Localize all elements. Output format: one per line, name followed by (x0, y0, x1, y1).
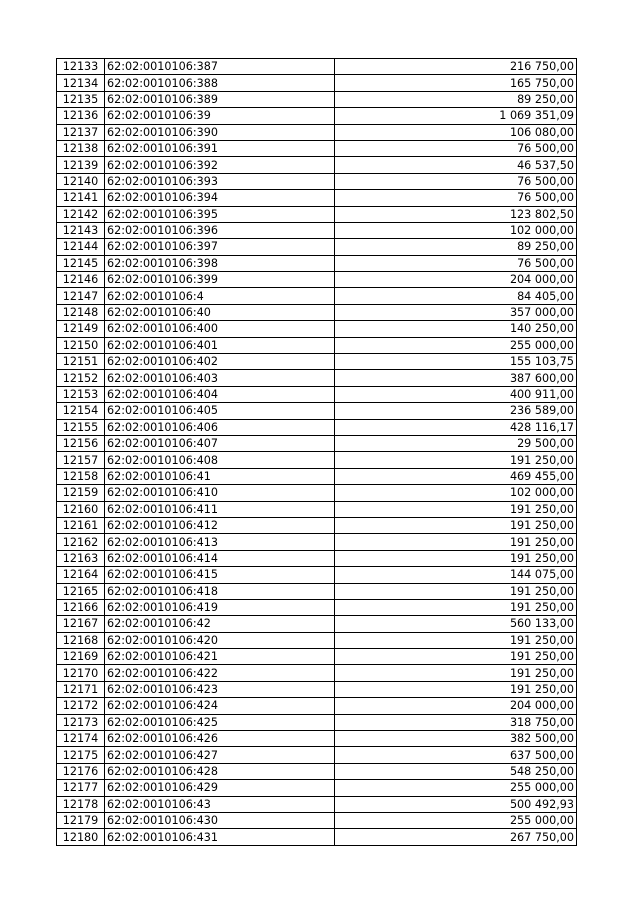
row-number-cell: 12155 (57, 419, 105, 435)
cadastral-value-cell: 382 500,00 (335, 731, 577, 747)
cadastral-number-cell: 62:02:0010106:427 (105, 747, 335, 763)
row-number-cell: 12175 (57, 747, 105, 763)
cadastral-value-cell: 76 500,00 (335, 140, 577, 156)
row-number-cell: 12159 (57, 485, 105, 501)
cadastral-number-cell: 62:02:0010106:391 (105, 140, 335, 156)
row-number-cell: 12142 (57, 206, 105, 222)
cadastral-value-cell: 267 750,00 (335, 829, 577, 845)
cadastral-number-cell: 62:02:0010106:403 (105, 370, 335, 386)
cadastral-number-cell: 62:02:0010106:402 (105, 354, 335, 370)
cadastral-value-cell: 191 250,00 (335, 534, 577, 550)
table-body (57, 59, 577, 846)
cadastral-number-cell: 62:02:0010106:421 (105, 649, 335, 665)
cadastral-value-cell: 1 069 351,09 (335, 108, 577, 124)
cadastral-value-cell: 191 250,00 (335, 665, 577, 681)
row-number-cell: 12139 (57, 157, 105, 173)
row-number-cell: 12156 (57, 435, 105, 451)
cadastral-value-cell: 106 080,00 (335, 124, 577, 140)
row-number-cell: 12152 (57, 370, 105, 386)
cadastral-number-cell: 62:02:0010106:422 (105, 665, 335, 681)
cadastral-number-cell: 62:02:0010106:418 (105, 583, 335, 599)
cadastral-value-cell: 318 750,00 (335, 714, 577, 730)
row-number-cell: 12168 (57, 632, 105, 648)
cadastral-value-table (56, 58, 577, 846)
cadastral-number-cell: 62:02:0010106:389 (105, 91, 335, 107)
cadastral-value-cell: 165 750,00 (335, 75, 577, 91)
table-row (57, 206, 577, 222)
cadastral-number-cell: 62:02:0010106:429 (105, 780, 335, 796)
cadastral-number-cell: 62:02:0010106:406 (105, 419, 335, 435)
cadastral-value-cell: 89 250,00 (335, 91, 577, 107)
table-row (57, 501, 577, 517)
row-number-cell: 12167 (57, 616, 105, 632)
cadastral-value-cell: 144 075,00 (335, 567, 577, 583)
cadastral-value-cell: 469 455,00 (335, 468, 577, 484)
table-row (57, 567, 577, 583)
row-number-cell: 12134 (57, 75, 105, 91)
row-number-cell: 12143 (57, 222, 105, 238)
row-number-cell: 12157 (57, 452, 105, 468)
cadastral-value-cell: 191 250,00 (335, 517, 577, 533)
cadastral-number-cell: 62:02:0010106:41 (105, 468, 335, 484)
table-row (57, 517, 577, 533)
cadastral-number-cell: 62:02:0010106:400 (105, 321, 335, 337)
table-row (57, 59, 577, 75)
cadastral-value-cell: 204 000,00 (335, 272, 577, 288)
cadastral-number-cell: 62:02:0010106:425 (105, 714, 335, 730)
cadastral-number-cell: 62:02:0010106:431 (105, 829, 335, 845)
table-row (57, 321, 577, 337)
cadastral-value-cell: 102 000,00 (335, 222, 577, 238)
table-row (57, 583, 577, 599)
cadastral-number-cell: 62:02:0010106:414 (105, 550, 335, 566)
cadastral-number-cell: 62:02:0010106:420 (105, 632, 335, 648)
table-row (57, 337, 577, 353)
cadastral-value-cell: 548 250,00 (335, 763, 577, 779)
cadastral-value-cell: 191 250,00 (335, 632, 577, 648)
row-number-cell: 12136 (57, 108, 105, 124)
cadastral-number-cell: 62:02:0010106:424 (105, 698, 335, 714)
cadastral-number-cell: 62:02:0010106:390 (105, 124, 335, 140)
cadastral-number-cell: 62:02:0010106:419 (105, 599, 335, 615)
table-row (57, 468, 577, 484)
row-number-cell: 12151 (57, 354, 105, 370)
row-number-cell: 12163 (57, 550, 105, 566)
cadastral-value-cell: 140 250,00 (335, 321, 577, 337)
cadastral-value-cell: 76 500,00 (335, 255, 577, 271)
cadastral-number-cell: 62:02:0010106:407 (105, 435, 335, 451)
row-number-cell: 12138 (57, 140, 105, 156)
cadastral-value-cell: 428 116,17 (335, 419, 577, 435)
cadastral-number-cell: 62:02:0010106:39 (105, 108, 335, 124)
cadastral-number-cell: 62:02:0010106:388 (105, 75, 335, 91)
table-row (57, 370, 577, 386)
table-row (57, 763, 577, 779)
row-number-cell: 12170 (57, 665, 105, 681)
cadastral-value-cell: 191 250,00 (335, 452, 577, 468)
table-row (57, 747, 577, 763)
cadastral-number-cell: 62:02:0010106:412 (105, 517, 335, 533)
table-row (57, 829, 577, 845)
cadastral-number-cell: 62:02:0010106:396 (105, 222, 335, 238)
row-number-cell: 12146 (57, 272, 105, 288)
cadastral-value-cell: 89 250,00 (335, 239, 577, 255)
cadastral-number-cell: 62:02:0010106:42 (105, 616, 335, 632)
table-row (57, 731, 577, 747)
table-row (57, 812, 577, 828)
cadastral-value-cell: 102 000,00 (335, 485, 577, 501)
row-number-cell: 12174 (57, 731, 105, 747)
table-row (57, 140, 577, 156)
cadastral-value-cell: 400 911,00 (335, 386, 577, 402)
cadastral-value-cell: 357 000,00 (335, 304, 577, 320)
table-row (57, 124, 577, 140)
row-number-cell: 12180 (57, 829, 105, 845)
table-row (57, 91, 577, 107)
table-row (57, 698, 577, 714)
table-row (57, 550, 577, 566)
cadastral-value-cell: 29 500,00 (335, 435, 577, 451)
row-number-cell: 12144 (57, 239, 105, 255)
table-row (57, 452, 577, 468)
table-row (57, 419, 577, 435)
table-row (57, 485, 577, 501)
cadastral-number-cell: 62:02:0010106:405 (105, 403, 335, 419)
row-number-cell: 12147 (57, 288, 105, 304)
table-row (57, 632, 577, 648)
row-number-cell: 12172 (57, 698, 105, 714)
cadastral-number-cell: 62:02:0010106:4 (105, 288, 335, 304)
cadastral-number-cell: 62:02:0010106:397 (105, 239, 335, 255)
row-number-cell: 12149 (57, 321, 105, 337)
table-row (57, 190, 577, 206)
cadastral-value-cell: 500 492,93 (335, 796, 577, 812)
cadastral-value-cell: 191 250,00 (335, 649, 577, 665)
table-row (57, 665, 577, 681)
row-number-cell: 12176 (57, 763, 105, 779)
cadastral-value-cell: 155 103,75 (335, 354, 577, 370)
cadastral-value-cell: 236 589,00 (335, 403, 577, 419)
row-number-cell: 12141 (57, 190, 105, 206)
cadastral-value-cell: 191 250,00 (335, 501, 577, 517)
row-number-cell: 12145 (57, 255, 105, 271)
row-number-cell: 12150 (57, 337, 105, 353)
cadastral-value-cell: 84 405,00 (335, 288, 577, 304)
cadastral-number-cell: 62:02:0010106:404 (105, 386, 335, 402)
table-row (57, 714, 577, 730)
cadastral-value-cell: 76 500,00 (335, 173, 577, 189)
cadastral-number-cell: 62:02:0010106:395 (105, 206, 335, 222)
cadastral-value-cell: 255 000,00 (335, 812, 577, 828)
table-row (57, 403, 577, 419)
row-number-cell: 12164 (57, 567, 105, 583)
table-row (57, 599, 577, 615)
table-row (57, 534, 577, 550)
row-number-cell: 12148 (57, 304, 105, 320)
cadastral-number-cell: 62:02:0010106:413 (105, 534, 335, 550)
cadastral-value-cell: 387 600,00 (335, 370, 577, 386)
cadastral-number-cell: 62:02:0010106:43 (105, 796, 335, 812)
table-row (57, 75, 577, 91)
cadastral-value-cell: 255 000,00 (335, 780, 577, 796)
row-number-cell: 12162 (57, 534, 105, 550)
row-number-cell: 12158 (57, 468, 105, 484)
cadastral-number-cell: 62:02:0010106:408 (105, 452, 335, 468)
cadastral-value-cell: 46 537,50 (335, 157, 577, 173)
cadastral-number-cell: 62:02:0010106:415 (105, 567, 335, 583)
row-number-cell: 12135 (57, 91, 105, 107)
cadastral-number-cell: 62:02:0010106:40 (105, 304, 335, 320)
table-row (57, 616, 577, 632)
cadastral-value-cell: 204 000,00 (335, 698, 577, 714)
cadastral-number-cell: 62:02:0010106:398 (105, 255, 335, 271)
table-row (57, 649, 577, 665)
cadastral-value-cell: 255 000,00 (335, 337, 577, 353)
row-number-cell: 12179 (57, 812, 105, 828)
cadastral-value-cell: 191 250,00 (335, 599, 577, 615)
table-row (57, 780, 577, 796)
table-row (57, 681, 577, 697)
cadastral-number-cell: 62:02:0010106:423 (105, 681, 335, 697)
table-row (57, 386, 577, 402)
cadastral-number-cell: 62:02:0010106:387 (105, 59, 335, 75)
cadastral-value-cell: 123 802,50 (335, 206, 577, 222)
cadastral-value-cell: 216 750,00 (335, 59, 577, 75)
row-number-cell: 12153 (57, 386, 105, 402)
row-number-cell: 12133 (57, 59, 105, 75)
table-row (57, 272, 577, 288)
cadastral-number-cell: 62:02:0010106:394 (105, 190, 335, 206)
table-row (57, 255, 577, 271)
table-row (57, 304, 577, 320)
row-number-cell: 12173 (57, 714, 105, 730)
table-row (57, 157, 577, 173)
cadastral-value-cell: 191 250,00 (335, 681, 577, 697)
row-number-cell: 12137 (57, 124, 105, 140)
row-number-cell: 12165 (57, 583, 105, 599)
cadastral-number-cell: 62:02:0010106:430 (105, 812, 335, 828)
row-number-cell: 12178 (57, 796, 105, 812)
table-row (57, 222, 577, 238)
cadastral-number-cell: 62:02:0010106:401 (105, 337, 335, 353)
row-number-cell: 12161 (57, 517, 105, 533)
table-row (57, 354, 577, 370)
table-row (57, 796, 577, 812)
row-number-cell: 12154 (57, 403, 105, 419)
table-row (57, 173, 577, 189)
table-row (57, 239, 577, 255)
cadastral-value-cell: 76 500,00 (335, 190, 577, 206)
cadastral-number-cell: 62:02:0010106:393 (105, 173, 335, 189)
row-number-cell: 12160 (57, 501, 105, 517)
table-row (57, 108, 577, 124)
table-row (57, 288, 577, 304)
cadastral-number-cell: 62:02:0010106:426 (105, 731, 335, 747)
cadastral-value-cell: 560 133,00 (335, 616, 577, 632)
cadastral-number-cell: 62:02:0010106:410 (105, 485, 335, 501)
cadastral-number-cell: 62:02:0010106:411 (105, 501, 335, 517)
row-number-cell: 12171 (57, 681, 105, 697)
cadastral-value-cell: 637 500,00 (335, 747, 577, 763)
cadastral-number-cell: 62:02:0010106:399 (105, 272, 335, 288)
table-row (57, 435, 577, 451)
cadastral-value-cell: 191 250,00 (335, 583, 577, 599)
cadastral-number-cell: 62:02:0010106:428 (105, 763, 335, 779)
row-number-cell: 12177 (57, 780, 105, 796)
cadastral-number-cell: 62:02:0010106:392 (105, 157, 335, 173)
row-number-cell: 12140 (57, 173, 105, 189)
row-number-cell: 12169 (57, 649, 105, 665)
row-number-cell: 12166 (57, 599, 105, 615)
cadastral-value-cell: 191 250,00 (335, 550, 577, 566)
